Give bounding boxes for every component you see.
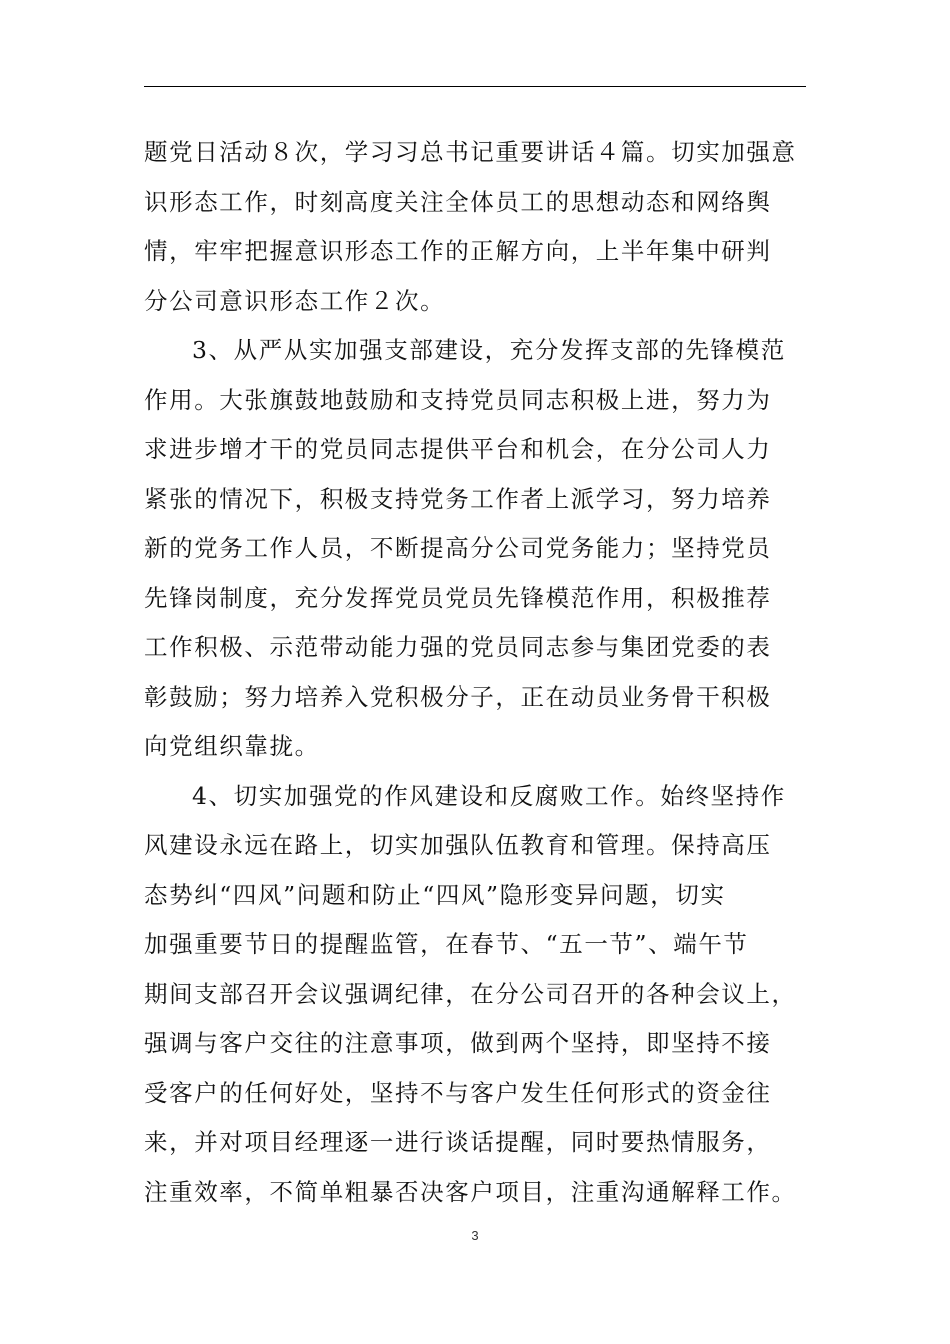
text-line: 加强重要节日的提醒监管，在春节、“五一节”、端午节: [144, 930, 749, 958]
text-line: 注重效率，不简单粗暴否决客户项目，注重沟通解释工作。: [144, 1177, 797, 1206]
text-line: 态势纠“四风”问题和防止“四风”隐形变异问题，切实: [144, 880, 726, 909]
text-line: 彰鼓励；努力培养入党积极分子，正在动员业务骨干积极: [144, 682, 772, 711]
header-rule: [144, 86, 806, 87]
text-line: 紧张的情况下，积极支持党务工作者上派学习，努力培养: [144, 484, 772, 513]
paragraph-start-line: 4、切实加强党的作风建设和反腐败工作。始终坚持作: [192, 781, 786, 810]
text-line: 受客户的任何好处，坚持不与客户发生任何形式的资金往: [144, 1078, 772, 1107]
document-body: [144, 128, 808, 1217]
text-line: 来，并对项目经理逐一进行谈话提醒，同时要热情服务，: [144, 1128, 772, 1156]
text-line: 先锋岗制度，充分发挥党员党员先锋模范作用，积极推荐: [144, 583, 772, 612]
text-line: 新的党务工作人员，不断提高分公司党务能力；坚持党员: [144, 534, 772, 562]
text-line: 作用。大张旗鼓地鼓励和支持党员同志积极上进，努力为: [144, 385, 772, 414]
text-line: 向党组织靠拢。: [144, 732, 320, 760]
text-line: 题党日活动８次，学习习总书记重要讲话４篇。切实加强意: [144, 138, 797, 166]
text-line: 求进步增才干的党员同志提供平台和机会，在分公司人力: [144, 435, 772, 463]
text-line: 期间支部召开会议强调纪律，在分公司召开的各种会议上，: [144, 979, 797, 1008]
paragraph-start-line: 3、从严从实加强支部建设，充分发挥支部的先锋模范: [192, 336, 786, 364]
text-line: 风建设永远在路上，切实加强队伍教育和管理。保持高压: [144, 831, 772, 859]
page-number: 3: [471, 1228, 479, 1243]
text-line: 强调与客户交往的注意事项，做到两个坚持，即坚持不接: [144, 1029, 772, 1057]
text-line: 工作积极、示范带动能力强的党员同志参与集团党委的表: [144, 633, 772, 661]
text-line: 分公司意识形态工作２次。: [144, 286, 446, 315]
text-line: 识形态工作，时刻高度关注全体员工的思想动态和网络舆: [144, 187, 772, 216]
text-line: 情，牢牢把握意识形态工作的正解方向，上半年集中研判: [144, 237, 772, 265]
